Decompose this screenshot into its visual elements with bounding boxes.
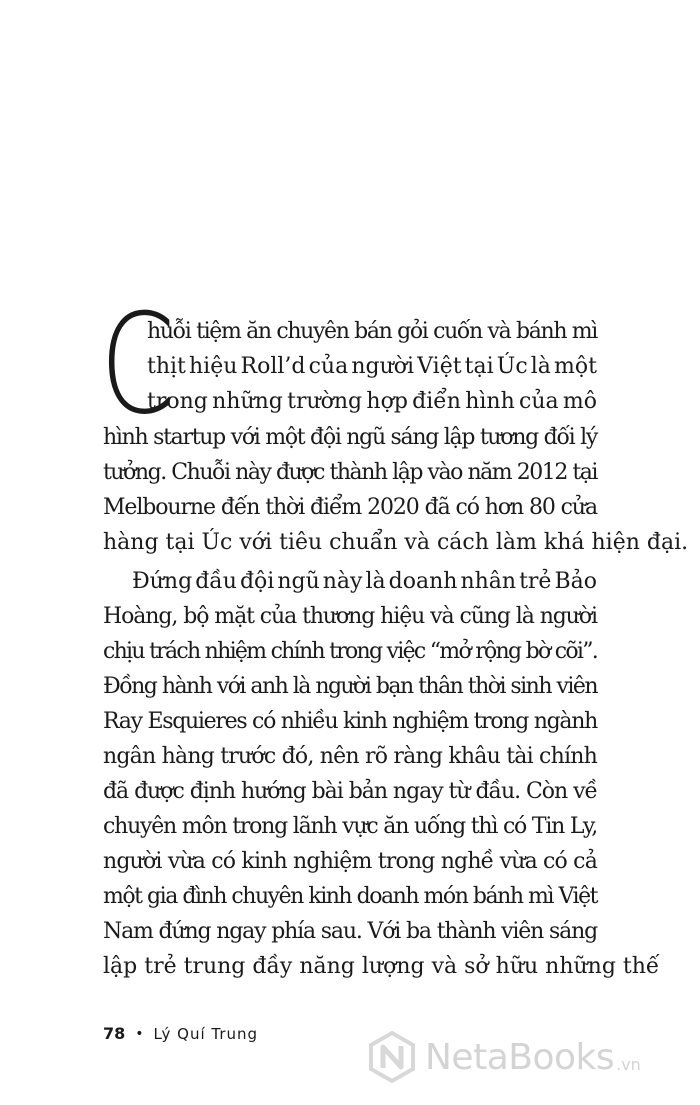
text-line: đã được định hướng bài bản ngay từ đầu. Còn về (103, 779, 597, 804)
watermark-tld: .vn (616, 1054, 641, 1074)
page-footer (103, 1024, 258, 1043)
text-line: huỗi tiệm ăn chuyên bán gỏi cuốn và bánh mì (147, 319, 597, 344)
text-line: hình startup với một đội ngũ sáng lập tương đối lý (103, 425, 597, 450)
footer-separator: • (135, 1025, 144, 1042)
netabooks-logo-icon (365, 1030, 419, 1084)
text-line: Đồng hành với anh là người bạn thân thời sinh viên (103, 674, 597, 699)
text-line: Melbourne đến thời điểm 2020 đã có hơn 80 cửa (103, 495, 597, 520)
text-line: lập trẻ trung đầy năng lượng và sở hữu những thế (103, 954, 660, 979)
watermark (365, 1030, 641, 1084)
text-line: chịu trách nhiệm chính trong việc “mở rộng bờ cõi”. (103, 639, 597, 664)
text-line: ngân hàng trước đó, nên rõ ràng khâu tài chính (103, 744, 597, 769)
text-line: trong những trường hợp điển hình của mô (147, 389, 597, 414)
text-line: Ray Esquieres có nhiều kinh nghiệm trong ngành (103, 709, 597, 734)
drop-cap: C (100, 284, 176, 445)
text-line: một gia đình chuyên kinh doanh món bánh mì Việt (103, 884, 597, 909)
text-line: Đứng đầu đội ngũ này là doanh nhân trẻ Bảo (132, 569, 597, 594)
text-line: người vừa có kinh nghiệm trong nghề vừa có cả (103, 849, 597, 874)
text-line: Hoàng, bộ mặt của thương hiệu và cũng là người (103, 604, 597, 629)
text-line: tưởng. Chuỗi này được thành lập vào năm 2012 tại (103, 460, 597, 485)
watermark-brand: NetaBooks (425, 1036, 615, 1078)
text-line: hàng tại Úc với tiêu chuẩn và cách làm khá hiện đại. (103, 530, 689, 555)
author-name: Lý Quí Trung (153, 1024, 259, 1043)
page-number: 78 (103, 1024, 126, 1043)
text-line: thịt hiệu Roll’d của người Việt tại Úc là một (147, 354, 597, 379)
text-line: chuyên môn trong lãnh vực ăn uống thì có Tin Ly, (103, 814, 597, 839)
text-line: Nam đứng ngay phía sau. Với ba thành viên sáng (103, 919, 597, 944)
